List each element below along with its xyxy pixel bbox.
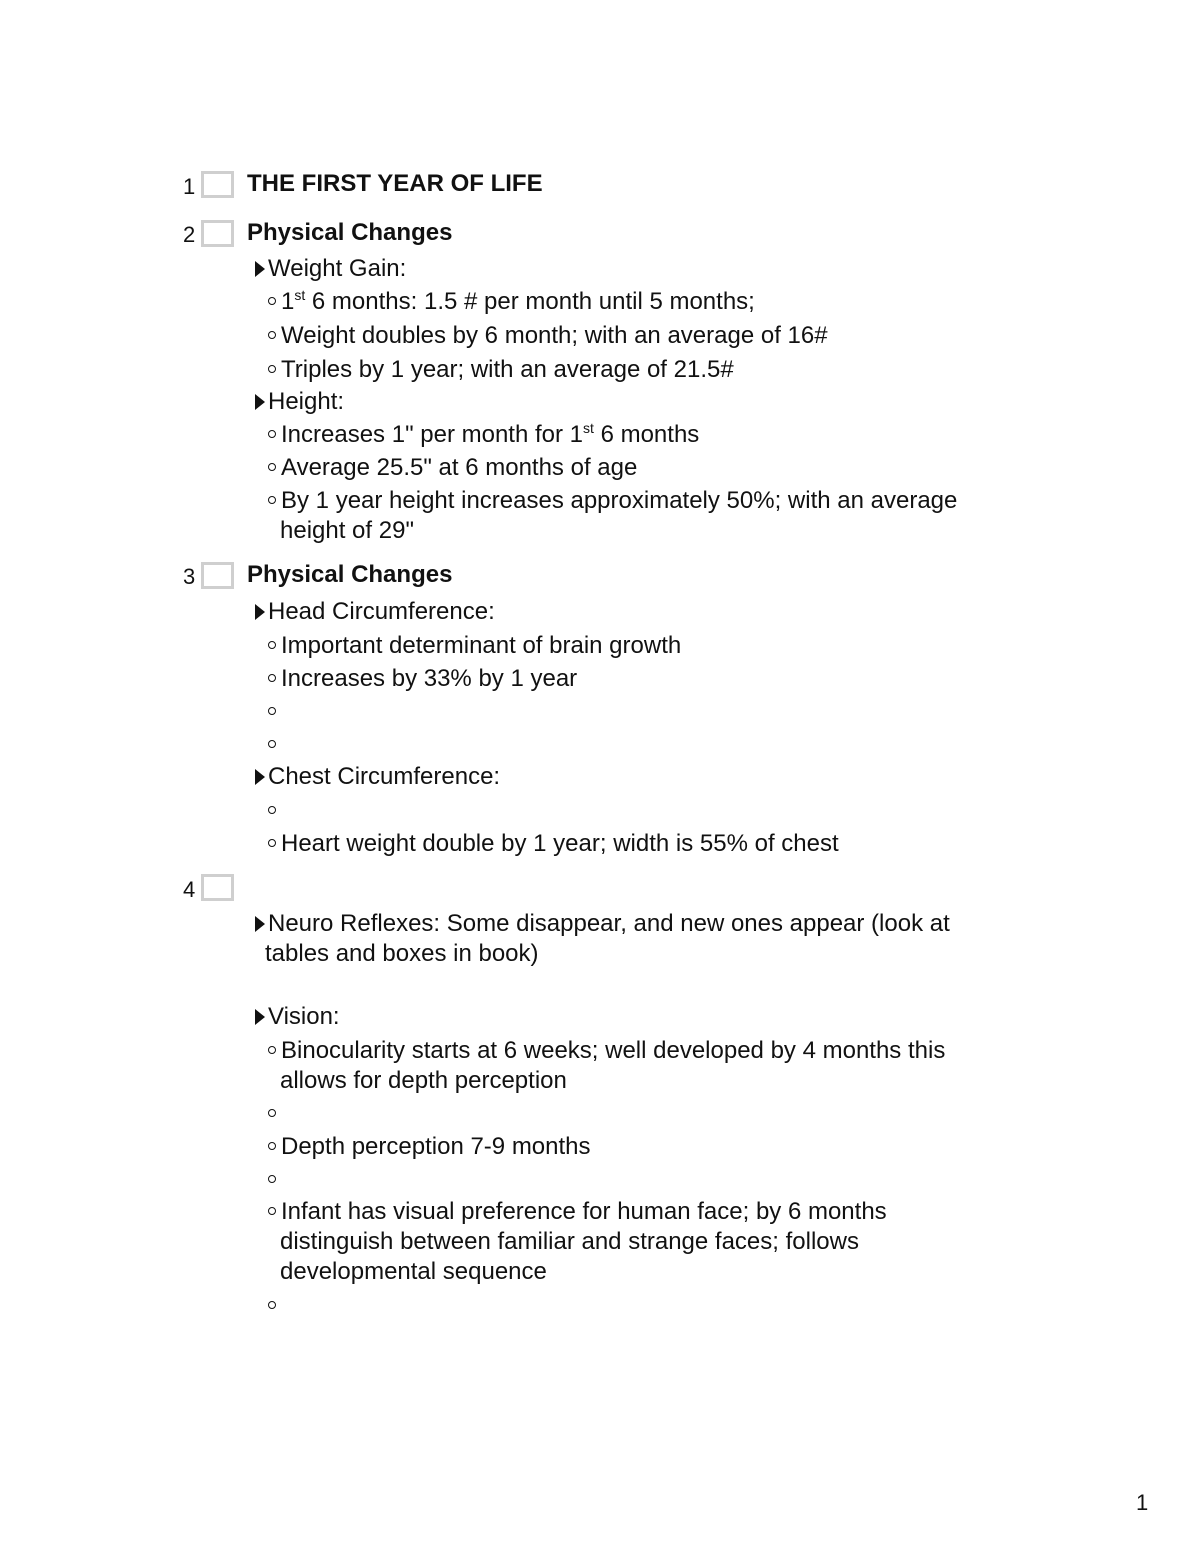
sub-bullet-empty (268, 796, 281, 826)
slide-title: THE FIRST YEAR OF LIFE (247, 170, 543, 197)
slide-title: Physical Changes (247, 561, 453, 588)
sub-bullet-empty (268, 697, 281, 727)
triangle-bullet-icon (255, 769, 265, 785)
slide-number: 2 (183, 222, 196, 247)
sub-bullet-empty (268, 1099, 281, 1129)
sub-bullet: Depth perception 7-9 months (268, 1132, 591, 1162)
triangle-bullet-icon (255, 1009, 265, 1025)
bullet-weight-gain: Weight Gain: (255, 254, 406, 284)
circle-bullet-icon (268, 1175, 276, 1183)
sub-bullet-empty (268, 730, 281, 760)
slide-number: 3 (183, 564, 196, 589)
bullet-vision: Vision: (255, 1002, 340, 1032)
sub-bullet-empty (268, 1165, 281, 1195)
triangle-bullet-icon (255, 261, 265, 277)
triangle-bullet-icon (255, 916, 265, 932)
slide-thumbnail (201, 874, 234, 901)
circle-bullet-icon (268, 1142, 276, 1150)
sub-bullet: By 1 year height increases approximately 50%; with an average height of 29" (268, 486, 957, 546)
circle-bullet-icon (268, 430, 276, 438)
sub-bullet: Triples by 1 year; with an average of 21.5# (268, 355, 734, 385)
sub-bullet: Binocularity starts at 6 weeks; well developed by 4 months this allows for depth perception (268, 1036, 945, 1096)
slide-title: Physical Changes (247, 219, 453, 246)
sub-bullet: Infant has visual preference for human face; by 6 months distinguish between familiar and strange faces; follows developmental sequence (268, 1197, 887, 1287)
circle-bullet-icon (268, 1046, 276, 1054)
slide-thumbnail (201, 171, 234, 198)
sub-bullet: 1st 6 months: 1.5 # per month until 5 months; (268, 287, 755, 317)
sub-bullet: Average 25.5" at 6 months of age (268, 453, 637, 483)
circle-bullet-icon (268, 297, 276, 305)
circle-bullet-icon (268, 463, 276, 471)
circle-bullet-icon (268, 1207, 276, 1215)
circle-bullet-icon (268, 806, 276, 814)
sub-bullet: Increases by 33% by 1 year (268, 664, 577, 694)
circle-bullet-icon (268, 707, 276, 715)
circle-bullet-icon (268, 331, 276, 339)
circle-bullet-icon (268, 674, 276, 682)
slide-number: 1 (183, 174, 196, 199)
bullet-neuro-reflexes: Neuro Reflexes: Some disappear, and new ones appear (look at tables and boxes in book) (255, 909, 950, 969)
circle-bullet-icon (268, 365, 276, 373)
sub-bullet: Weight doubles by 6 month; with an average of 16# (268, 321, 828, 351)
slide-thumbnail (201, 562, 234, 589)
circle-bullet-icon (268, 740, 276, 748)
circle-bullet-icon (268, 1301, 276, 1309)
page-number: 1 (1136, 1490, 1149, 1515)
triangle-bullet-icon (255, 394, 265, 410)
slide-thumbnail (201, 220, 234, 247)
bullet-head-circumference: Head Circumference: (255, 597, 495, 627)
sub-bullet: Increases 1" per month for 1st 6 months (268, 420, 699, 450)
bullet-chest-circumference: Chest Circumference: (255, 762, 500, 792)
slide-number: 4 (183, 877, 196, 902)
sub-bullet-empty (268, 1291, 281, 1321)
triangle-bullet-icon (255, 604, 265, 620)
sub-bullet: Heart weight double by 1 year; width is 55% of chest (268, 829, 839, 859)
bullet-height: Height: (255, 387, 344, 417)
circle-bullet-icon (268, 496, 276, 504)
circle-bullet-icon (268, 1109, 276, 1117)
sub-bullet: Important determinant of brain growth (268, 631, 681, 661)
circle-bullet-icon (268, 641, 276, 649)
circle-bullet-icon (268, 839, 276, 847)
